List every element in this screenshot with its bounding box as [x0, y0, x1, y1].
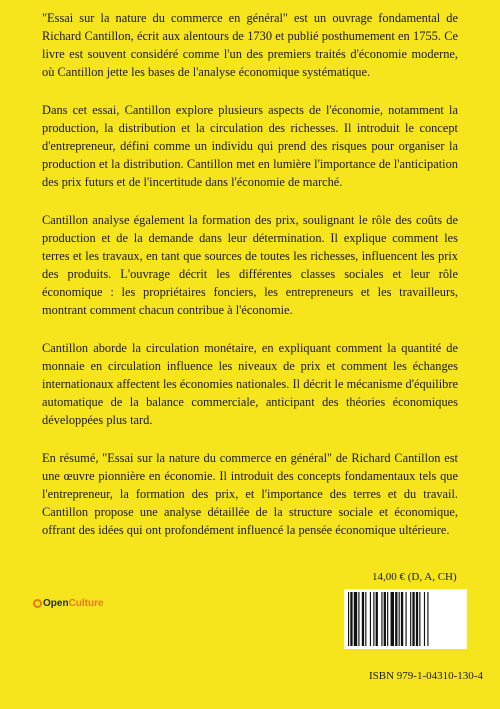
price-label: 14,00 € (D, A, CH): [372, 571, 457, 583]
paragraph-4: Cantillon aborde la circulation monétaire, en expliquant comment la quantité de monnaie en circulation influence les niveaux de prix et comment les échanges internationaux affectent les économies nationales. Il décrit le mécanisme d'équilibre automatique de la balance commerciale, anticipant des théories économiques développées plus tard.: [42, 341, 458, 427]
logo-text-culture: Culture: [68, 598, 104, 609]
blurb: [42, 9, 458, 559]
publisher-logo: [33, 598, 104, 609]
paragraph-5: En résumé, "Essai sur la nature du commerce en général" de Richard Cantillon est une œuvre pionnière en économie. Il introduit des concepts fondamentaux tels que l'entrepreneur, la formation des prix, et l'importance des terres et du travail. Cantillon propose une analyse détaillée de la structure sociale et économique, offrant des idées qui ont profondément influencé la pensée économique ultérieure.: [42, 451, 458, 537]
barcode-icon: [348, 592, 463, 646]
paragraph-2: Dans cet essai, Cantillon explore plusieurs aspects de l'économie, notamment la production, la distribution et la circulation des richesses. Il introduit le concept d'entrepreneur, défini comme un individu qui prend des risques pour organiser la production et la distribution. Cantillon met en lumière l'importance de l'anticipation des prix futurs et de l'incertitude dans l'économie de marché.: [42, 103, 458, 189]
barcode: [344, 589, 467, 649]
paragraph-1: "Essai sur la nature du commerce en général" est un ouvrage fondamental de Richard Cantillon, écrit aux alentours de 1730 et publié posthumement en 1755. Ce livre est souvent considéré comme l'un des premiers traités d'économie moderne, où Cantillon jette les bases de l'analyse économique systématique.: [42, 11, 458, 79]
logo-text-open: Open: [43, 598, 69, 609]
paragraph-3: Cantillon analyse également la formation des prix, soulignant le rôle des coûts de production et de la demande dans leur détermination. Il explique comment les terres et les travaux, en tant que sources de toutes les richesses, influencent les prix des produits. L'ouvrage décrit les différentes classes sociales et leur rôle économique : les propriétaires fonciers, les entrepreneurs et les travailleurs, montrant comment chacun contribue à l'économie.: [42, 213, 458, 317]
logo-ring-icon: [33, 599, 42, 608]
isbn-label: ISBN 979-1-04310-130-4: [369, 670, 483, 682]
